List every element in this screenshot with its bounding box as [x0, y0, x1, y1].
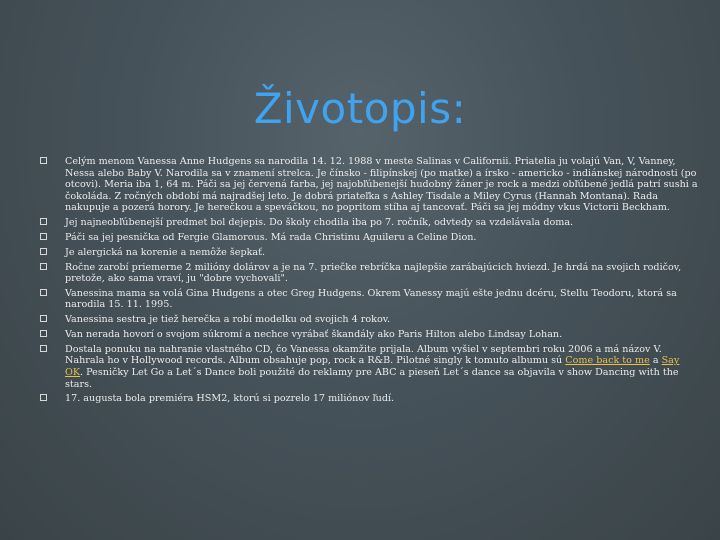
hollow-square-icon [40, 233, 47, 240]
hollow-square-icon [40, 248, 47, 255]
list-item [38, 288, 698, 311]
list-item-text: . Pesničky Let Go a Let´s Dance boli použité do reklamy pre ABC a pieseň Let´s dance sa objavila v show Dancing with the stars. [65, 367, 679, 390]
hollow-square-icon [40, 394, 47, 401]
list-item-text: Van nerada hovorí o svojom súkromí a nechce vyrábať škandály ako Paris Hilton alebo Lindsay Lohan. [65, 329, 563, 341]
list-item [38, 232, 698, 244]
list-item [38, 329, 698, 341]
list-item-text: Jej najneobľúbenejší predmet bol dejepis. Do školy chodila iba po 7. ročník, odvtedy sa vzdelávala doma. [65, 217, 574, 229]
hollow-square-icon [40, 315, 47, 322]
hollow-square-icon [40, 330, 47, 337]
list-item [38, 344, 698, 390]
list-item-text: Vanessina sestra je tiež herečka a robí modelku od svojich 4 rokov. [65, 314, 391, 326]
list-item-text: 17. augusta bola premiéra HSM2, ktorú si pozrelo 17 miliónov ľudí. [65, 393, 395, 405]
say-ok-link[interactable]: Say OK [65, 355, 680, 378]
list-item [38, 217, 698, 229]
list-item-text: Vanessina mama sa volá Gina Hudgens a otec Greg Hudgens. Okrem Vanessy majú ešte jednu dcéru, Stellu Teodoru, ktorá sa narodila 15. 11. 1995. [65, 287, 677, 311]
come-back-to-me-link[interactable]: Come back to me [565, 355, 650, 367]
list-item [38, 247, 698, 259]
list-item-text: Celým menom Vanessa Anne Hudgens sa narodila 14. 12. 1988 v meste Salinas v Californii. Priatelia ju volajú Van, V, Vanney, Nessa alebo Baby V. Narodila sa v znamení strelca. Je čínsko - filipínskej (po matke) a írsko - americko - indiánskej národnosti (po otcovi). Meria iba 1, 64 m. Páči sa jej červená farba, jej najobľúbenejší hudobný žáner je rock a medzi obľúbené jedlá patrí sushi a čokoláda. Z ročných období má najradšej leto. Je dobrá priateľka s Ashley Tisdale a Miley Cyrus (Hannah Montana). Rada nakupuje a pozerá horory. Je herečkou a speváčkou, no popritom stíha aj tancovať. Páči sa jej módny vkus Victorii Beckham. [65, 156, 698, 214]
list-item [38, 156, 698, 214]
list-item [38, 262, 698, 285]
list-item [38, 314, 698, 326]
hollow-square-icon [40, 345, 47, 352]
list-item-text: Dostala ponuku na nahranie vlastného CD, čo Vanessa okamžite prijala. Album vyšiel v septembri roku 2006 a má názov V. Nahrala ho v Hollywood records. Album obsahuje pop, rock a R&B. Pilotné singly k tomuto albumu sú [65, 343, 662, 367]
hollow-square-icon [40, 218, 47, 225]
hollow-square-icon [40, 157, 47, 164]
list-item-text: a [649, 355, 662, 367]
bullet-list [38, 156, 698, 408]
list-item-text: Ročne zarobí priemerne 2 milióny dolárov a je na 7. priečke rebríčka najlepšie zarábajúcich hviezd. Je hrdá na svojich rodičov, pretože, ako sama vraví, ju "dobre vychovali". [65, 261, 682, 285]
hollow-square-icon [40, 263, 47, 270]
slide-title: Životopis: [253, 84, 467, 133]
list-item-text: Páči sa jej pesnička od Fergie Glamorous. Má rada Christinu Aguileru a Celine Dion. [65, 231, 477, 243]
list-item-text: Je alergická na korenie a nemôže šepkať. [65, 246, 266, 258]
hollow-square-icon [40, 289, 47, 296]
list-item [38, 393, 698, 405]
